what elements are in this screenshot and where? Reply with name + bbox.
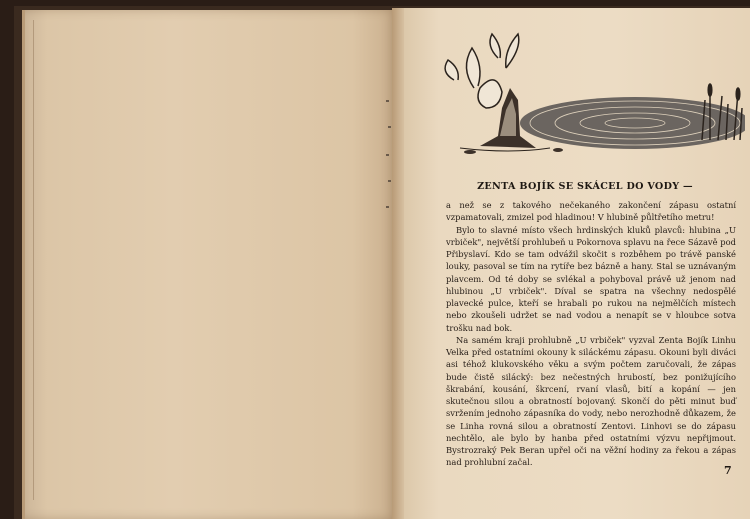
paragraph-1: a než se z takového nečekaného zakončení zápasu ostatní vzpamatovali, zmizel pod hladinou! V hlubině půltřetího metru! (446, 200, 736, 223)
binding-hole (388, 180, 391, 182)
binding-hole (386, 206, 389, 208)
paragraph-2: Bylo to slavné místo všech hrdinských kluků plavců: hlubina „U vrbiček", největší prohlubeň u Pokornova splavu na řece Sázavě pod Přibyslaví. Kdo se tam odvážil skočit s rozběhem po trávě panské louky, pasoval se tím na rytíře bez bázně a hany. Stal se uznávaným plavcem. Od té doby se svlékal a pohyboval právě už jenom nad hlubinou „U vrbiček". Díval se spatra na všechny nedospělé plavecké pulce, kteří se hrabali po rukou na nejmělčích místech nebo zkoušeli udržet se nad vodou a nenapít se v hloubce sotva trošku nad bok. (446, 224, 736, 333)
chapter-heading: ZENTA BOJÍK SE SKÁCEL DO VODY — (477, 181, 693, 192)
pond-water (520, 97, 745, 149)
body-text (446, 199, 736, 469)
binding-hole (388, 126, 391, 128)
willow-pond-illustration (440, 28, 745, 158)
left-page-edge (33, 20, 34, 500)
left-page-blank (22, 10, 397, 519)
page-number: 7 (724, 464, 732, 477)
binding-hole (386, 154, 389, 156)
paragraph-3: Na samém kraji prohlubně „U vrbiček" vyzval Zenta Bojík Linhu Velka před ostatními okouny k siláckému zápasu. Okouni byli diváci asi téhož klukovského věku a svým počtem zaručovali, že zápas bude čistě silácký: bez nečestných hrubostí, bez ponižujícího škrabání, kousání, škrcení, rvaní vlasů, bití a kopání — jen skutečnou silou a obratností bojovaný. Skončí do pěti minut buď svržením jednoho zápasníka do vody, nebo nerozhodně důkazem, že se Linha rovná silou a obratností Zentovi. Linhovi se do zápasu nechtělo, ale bylo by hanba před ostatními výzvu nepřijmout. Bystrozraký Pek Beran upřel oči na věžní hodiny za řekou a zápas nad prohlubní začal. (446, 334, 736, 468)
binding-hole (386, 100, 389, 102)
